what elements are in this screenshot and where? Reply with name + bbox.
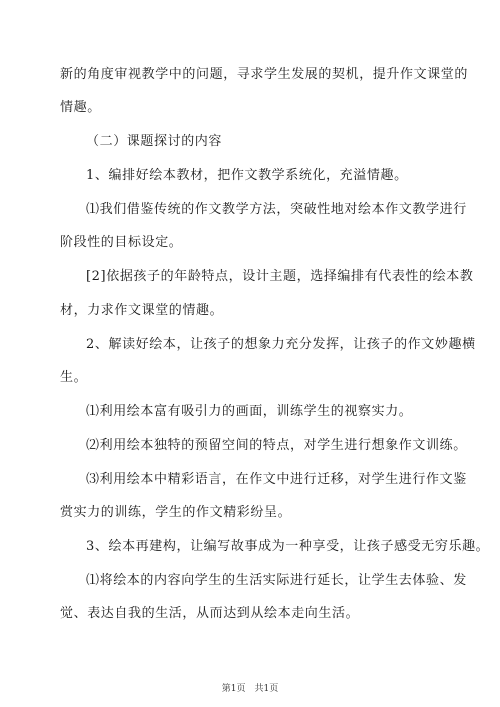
paragraph-line: 材，力求作文课堂的情趣。 [60,303,224,318]
paragraph-line: 3、绘本再建构，让编写故事成为一种享受，让孩子感受无穷乐趣。 [86,539,490,554]
paragraph-line: ⑴将绘本的内容向学生的生活实际进行延长，让学生去体验、发 [86,573,467,588]
paragraph-line: 觉、表达自我的生活，从而达到从绘本走向生活。 [60,606,360,621]
paragraph-line: [2]依据孩子的年龄特点，设计主题，选择编排有代表性的绘本教 [86,269,474,284]
paragraph-line: 赏实力的训练，学生的作文精彩纷呈。 [60,505,292,520]
page-footer: 第1页 共1页 [221,684,279,694]
paragraph-line: 生。 [60,370,88,385]
section-heading: （二）课题探讨的内容 [86,134,223,149]
paragraph-line: 1、编排好绘本教材，把作文教学系统化，充溢情趣。 [86,168,408,183]
paragraph-line: ⑴我们借鉴传统的作文教学方法，突破性地对绘本作文教学进行 [86,202,467,217]
paragraph-line: 阶段性的目标设定。 [60,235,183,250]
paragraph-line: 2、解读好绘本，让孩子的想象力充分发挥，让孩子的作文妙趣横 [86,337,476,352]
paragraph-line: ⑵利用绘本独特的预留空间的特点，对学生进行想象作文训练。 [86,438,467,453]
paragraph-line: ⑴利用绘本富有吸引力的画面，训练学生的视察实力。 [86,404,413,419]
paragraph-line: ⑶利用绘本中精彩语言，在作文中进行迁移，对学生进行作文鉴 [86,472,467,487]
paragraph-line: 新的角度审视教学中的问题，寻求学生发展的契机，提升作文课堂的 [60,67,469,82]
paragraph-line: 情趣。 [60,100,101,115]
